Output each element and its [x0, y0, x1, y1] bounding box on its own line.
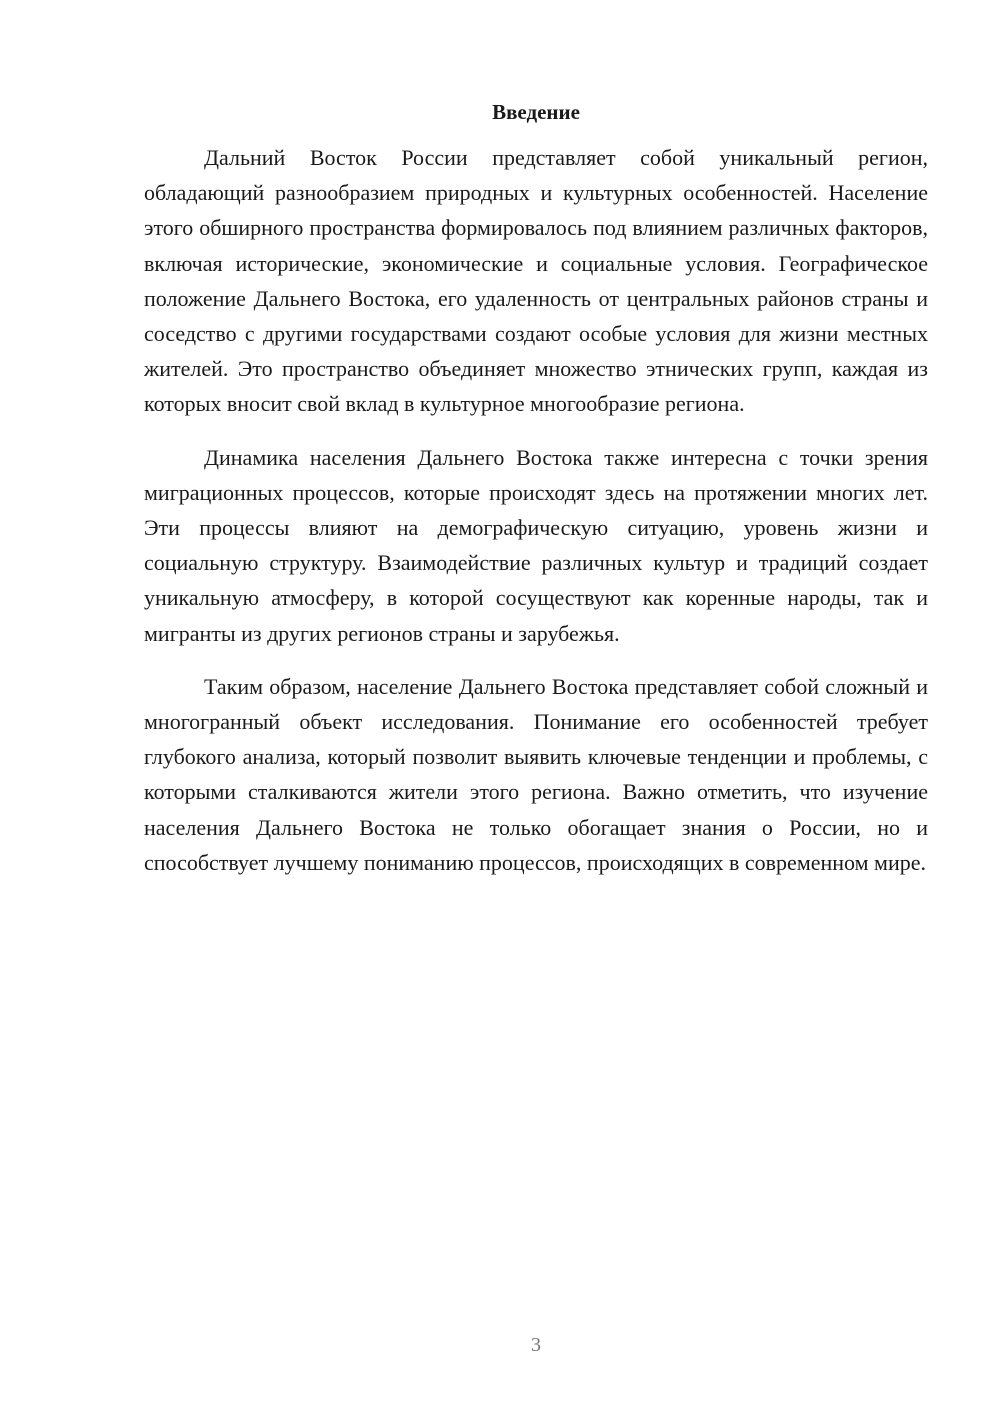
paragraph-2: Динамика населения Дальнего Востока также интересна с точки зрения миграционных процессов, которые происходят здесь на протяжении многих лет. Эти процессы влияют на демографическую ситуацию, уровень жизни и социальную структуру. Взаимодействие различных культур и традиций создает уникальную атмосферу, в которой сосуществуют как коренные народы, так и мигранты из других регионов страны и зарубежья. — [144, 444, 928, 646]
page-number: 3 — [531, 1334, 541, 1356]
page-content — [144, 96, 928, 898]
section-heading: Введение — [492, 100, 580, 124]
paragraph-3: Таким образом, население Дальнего Востока представляет собой сложный и многогранный объект исследования. Понимание его особенностей требует глубокого анализа, который позволит выявить ключевые тенденции и проблемы, с которыми сталкиваются жители этого региона. Важно отметить, что изучение населения Дальнего Востока не только обогащает знания о России, но и способствует лучшему пониманию процессов, происходящих в современном мире. — [144, 673, 928, 875]
paragraph-1: Дальний Восток России представляет собой уникальный регион, обладающий разнообразием природных и культурных особенностей. Население этого обширного пространства формировалось под влиянием различных факторов, включая исторические, экономические и социальные условия. Географическое положение Дальнего Востока, его удаленность от центральных районов страны и соседство с другими государствами создают особые условия для жизни местных жителей. Это пространство объединяет множество этнических групп, каждая из которых вносит свой вклад в культурное многообразие региона. — [144, 145, 928, 417]
